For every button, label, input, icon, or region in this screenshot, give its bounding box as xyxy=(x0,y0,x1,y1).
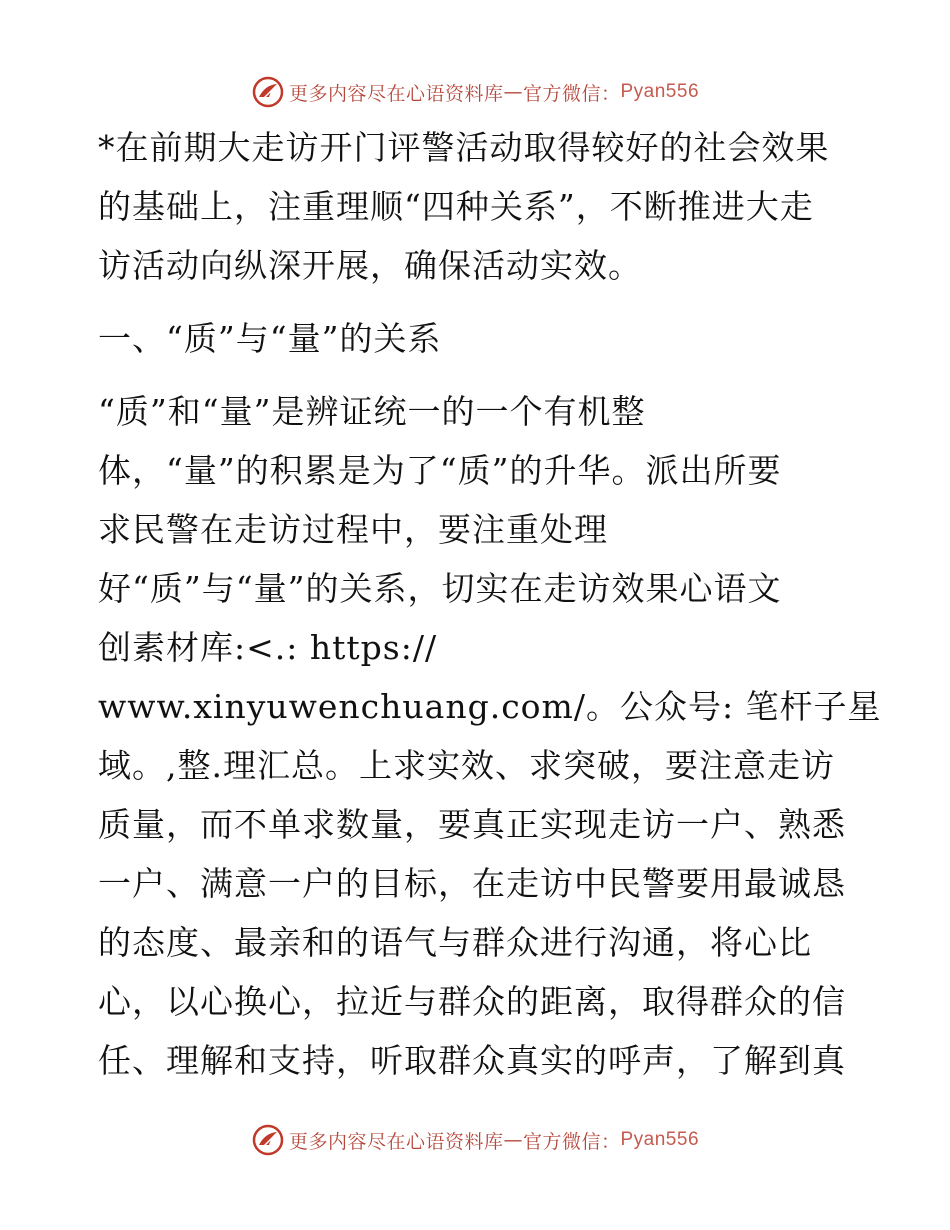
banner-separator: — xyxy=(503,81,523,103)
paragraph-line: 体，“量”的积累是为了“质”的升华。派出所要 xyxy=(98,451,782,490)
body-line: *在前期大走访开门评警活动取得较好的社会效果 xyxy=(98,128,830,167)
banner-contact-label: 官方微信： xyxy=(522,82,621,105)
paragraph-line: 求民警在走访过程中，要注重处理 xyxy=(98,510,608,549)
paragraph-line: 好“质”与“量”的关系，切实在走访效果心语文 xyxy=(98,569,782,608)
banner-contact-label: 官方微信： xyxy=(522,1130,621,1153)
header-watermark xyxy=(0,72,950,112)
document-body xyxy=(98,118,882,1090)
paragraph-line: “质”和“量”是辨证统一的一个有机整 xyxy=(98,392,646,431)
body-line: 访活动向纵深开展，确保活动实效。 xyxy=(98,246,642,285)
paragraph-line: 质量，而不单求数量，要真正实现走访一户、熟悉 xyxy=(98,805,846,844)
body-line: 的基础上，注重理顺“四种关系”，不断推进大走 xyxy=(98,187,814,226)
banner-separator: — xyxy=(503,1129,523,1151)
footer-watermark xyxy=(0,1120,950,1160)
paragraph-line: 一户、满意一户的目标，在走访中民警要用最诚恳 xyxy=(98,864,846,903)
paragraph-line: www.xinyuwenchuang.com/。公众号: 笔杆子星 xyxy=(98,687,882,726)
section-heading: 一、“质”与“量”的关系 xyxy=(98,319,442,358)
paragraph-line: 任、理解和支持，听取群众真实的呼声，了解到真 xyxy=(98,1041,846,1080)
banner-brand-text: 更多内容尽在心语资料库 xyxy=(288,1130,504,1153)
banner-contact-id: Pyan556 xyxy=(620,1129,700,1150)
paragraph-line: 创素材库:<.: https:// xyxy=(98,628,438,667)
paragraph-line: 心，以心换心，拉近与群众的距离，取得群众的信 xyxy=(98,982,846,1021)
paragraph-line: 域。,整.理汇总。上求实效、求突破，要注意走访 xyxy=(98,746,835,785)
brand-logo-icon xyxy=(251,1123,285,1157)
brand-logo-icon xyxy=(251,75,285,109)
banner-brand-text: 更多内容尽在心语资料库 xyxy=(288,82,504,105)
paragraph-line: 的态度、最亲和的语气与群众进行沟通，将心比 xyxy=(98,923,812,962)
banner-contact-id: Pyan556 xyxy=(620,81,700,102)
